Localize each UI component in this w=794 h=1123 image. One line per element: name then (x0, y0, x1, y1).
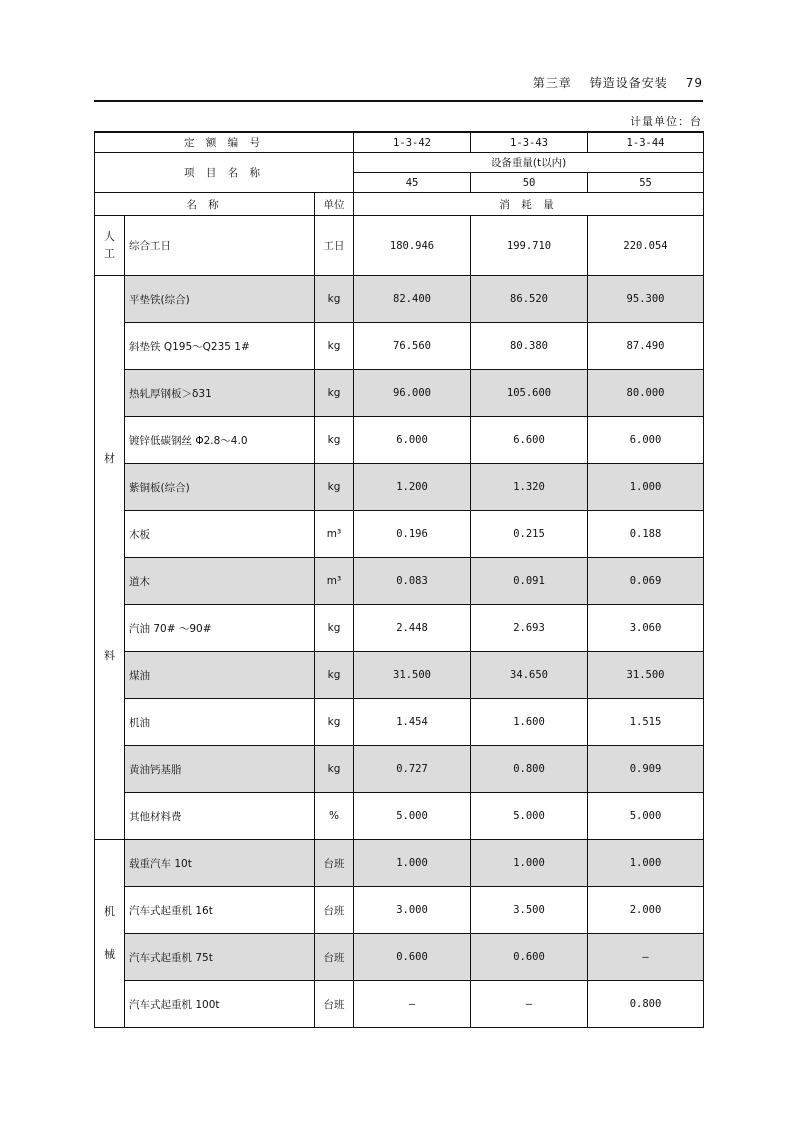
column-header-row (95, 193, 704, 216)
category-char: 工 (104, 246, 115, 260)
item-unit: kg (315, 276, 354, 323)
item-value: 0.196 (354, 511, 471, 558)
category-char: 材 (104, 452, 115, 465)
quota-code: 1-3-42 (354, 132, 471, 153)
item-value: 220.054 (588, 216, 704, 276)
item-name: 其他材料费 (125, 793, 315, 840)
item-name: 热轧厚钢板＞δ31 (125, 370, 315, 417)
item-unit: 台班 (315, 934, 354, 981)
item-unit: kg (315, 370, 354, 417)
table-row (95, 323, 704, 370)
item-value: 5.000 (588, 793, 704, 840)
table-row (95, 840, 704, 887)
item-value: 6.000 (354, 417, 471, 464)
consumption-label: 消 耗 量 (354, 193, 704, 216)
item-unit: 台班 (315, 887, 354, 934)
weight-value: 45 (354, 173, 471, 193)
item-name: 煤油 (125, 652, 315, 699)
item-value: 6.000 (588, 417, 704, 464)
item-name: 综合工日 (125, 216, 315, 276)
item-value: — (471, 981, 588, 1028)
item-value: 1.320 (471, 464, 588, 511)
category-char: 机 (104, 905, 115, 918)
category-machine (95, 840, 125, 1028)
item-value: 2.448 (354, 605, 471, 652)
chapter-label: 第三章 (532, 76, 572, 90)
page-header (515, 74, 703, 91)
item-name: 道木 (125, 558, 315, 605)
table-row (95, 605, 704, 652)
category-char: 料 (104, 648, 115, 662)
table-row (95, 746, 704, 793)
item-value: 95.300 (588, 276, 704, 323)
item-value: 0.600 (354, 934, 471, 981)
item-name: 紫铜板(综合) (125, 464, 315, 511)
item-name: 载重汽车 10t (125, 840, 315, 887)
item-value: 34.650 (471, 652, 588, 699)
item-value: 0.909 (588, 746, 704, 793)
item-unit: 台班 (315, 840, 354, 887)
weight-value: 55 (588, 173, 704, 193)
item-value: 2.693 (471, 605, 588, 652)
weight-value: 50 (471, 173, 588, 193)
item-value: 3.500 (471, 887, 588, 934)
item-name: 汽车式起重机 75t (125, 934, 315, 981)
page-number: 79 (685, 76, 703, 90)
item-value: 1.515 (588, 699, 704, 746)
table-row (95, 887, 704, 934)
category-char: 械 (104, 947, 115, 961)
item-value: 3.000 (354, 887, 471, 934)
item-value: 105.600 (471, 370, 588, 417)
item-value: 86.520 (471, 276, 588, 323)
item-name-label: 项 目 名 称 (95, 153, 354, 193)
item-value: 1.454 (354, 699, 471, 746)
table-row (95, 934, 704, 981)
item-unit: kg (315, 699, 354, 746)
item-unit: kg (315, 464, 354, 511)
item-name: 木板 (125, 511, 315, 558)
item-value: 180.946 (354, 216, 471, 276)
item-name: 平垫铁(综合) (125, 276, 315, 323)
item-value: 1.000 (588, 840, 704, 887)
item-value: 1.000 (354, 840, 471, 887)
item-value: 96.000 (354, 370, 471, 417)
item-value: 80.380 (471, 323, 588, 370)
table-row (95, 216, 704, 276)
table-row (95, 558, 704, 605)
quota-code-row (95, 132, 704, 153)
item-value: — (354, 981, 471, 1028)
item-value: 0.600 (471, 934, 588, 981)
category-char: 人 (104, 230, 115, 243)
item-name: 汽车式起重机 100t (125, 981, 315, 1028)
item-unit: m³ (315, 511, 354, 558)
category-material (95, 276, 125, 840)
item-value: — (588, 934, 704, 981)
item-value: 1.000 (471, 840, 588, 887)
quota-code: 1-3-43 (471, 132, 588, 153)
header-rule (94, 100, 703, 102)
item-value: 0.800 (588, 981, 704, 1028)
item-name: 汽车式起重机 16t (125, 887, 315, 934)
table-row (95, 464, 704, 511)
item-name: 镀锌低碳钢丝 Φ2.8～4.0 (125, 417, 315, 464)
item-unit: m³ (315, 558, 354, 605)
item-value: 0.727 (354, 746, 471, 793)
item-unit: % (315, 793, 354, 840)
table-row (95, 417, 704, 464)
item-value: 6.600 (471, 417, 588, 464)
table-row (95, 370, 704, 417)
col-name-label: 名 称 (95, 193, 315, 216)
item-value: 1.000 (588, 464, 704, 511)
item-value: 76.560 (354, 323, 471, 370)
item-value: 0.083 (354, 558, 471, 605)
item-value: 87.490 (588, 323, 704, 370)
quota-code: 1-3-44 (588, 132, 704, 153)
item-name: 汽油 70# ～90# (125, 605, 315, 652)
table-row (95, 981, 704, 1028)
item-value: 5.000 (471, 793, 588, 840)
item-value: 2.000 (588, 887, 704, 934)
table-row (95, 699, 704, 746)
table-row (95, 511, 704, 558)
table-row (95, 793, 704, 840)
item-name: 斜垫铁 Q195～Q235 1# (125, 323, 315, 370)
category-labor (95, 216, 125, 276)
weight-label: 设备重量(t以内) (354, 153, 704, 173)
table-row (95, 276, 704, 323)
item-unit: kg (315, 605, 354, 652)
item-value: 1.200 (354, 464, 471, 511)
item-value: 5.000 (354, 793, 471, 840)
item-value: 0.800 (471, 746, 588, 793)
item-name: 黄油钙基脂 (125, 746, 315, 793)
item-value: 31.500 (354, 652, 471, 699)
chapter-title: 铸造设备安装 (589, 76, 668, 90)
weight-header-row (95, 153, 704, 173)
quota-code-label: 定 额 编 号 (95, 132, 354, 153)
col-unit-label: 单位 (315, 193, 354, 216)
quota-table (94, 131, 704, 1028)
item-value: 0.069 (588, 558, 704, 605)
item-unit: kg (315, 652, 354, 699)
item-unit: kg (315, 417, 354, 464)
item-name: 机油 (125, 699, 315, 746)
item-value: 1.600 (471, 699, 588, 746)
item-unit: 工日 (315, 216, 354, 276)
item-value: 31.500 (588, 652, 704, 699)
item-unit: kg (315, 746, 354, 793)
unit-note: 计量单位：台 (630, 115, 702, 128)
item-value: 0.188 (588, 511, 704, 558)
item-value: 199.710 (471, 216, 588, 276)
item-value: 0.215 (471, 511, 588, 558)
item-value: 80.000 (588, 370, 704, 417)
item-unit: 台班 (315, 981, 354, 1028)
item-value: 3.060 (588, 605, 704, 652)
item-unit: kg (315, 323, 354, 370)
item-value: 82.400 (354, 276, 471, 323)
table-row (95, 652, 704, 699)
item-value: 0.091 (471, 558, 588, 605)
